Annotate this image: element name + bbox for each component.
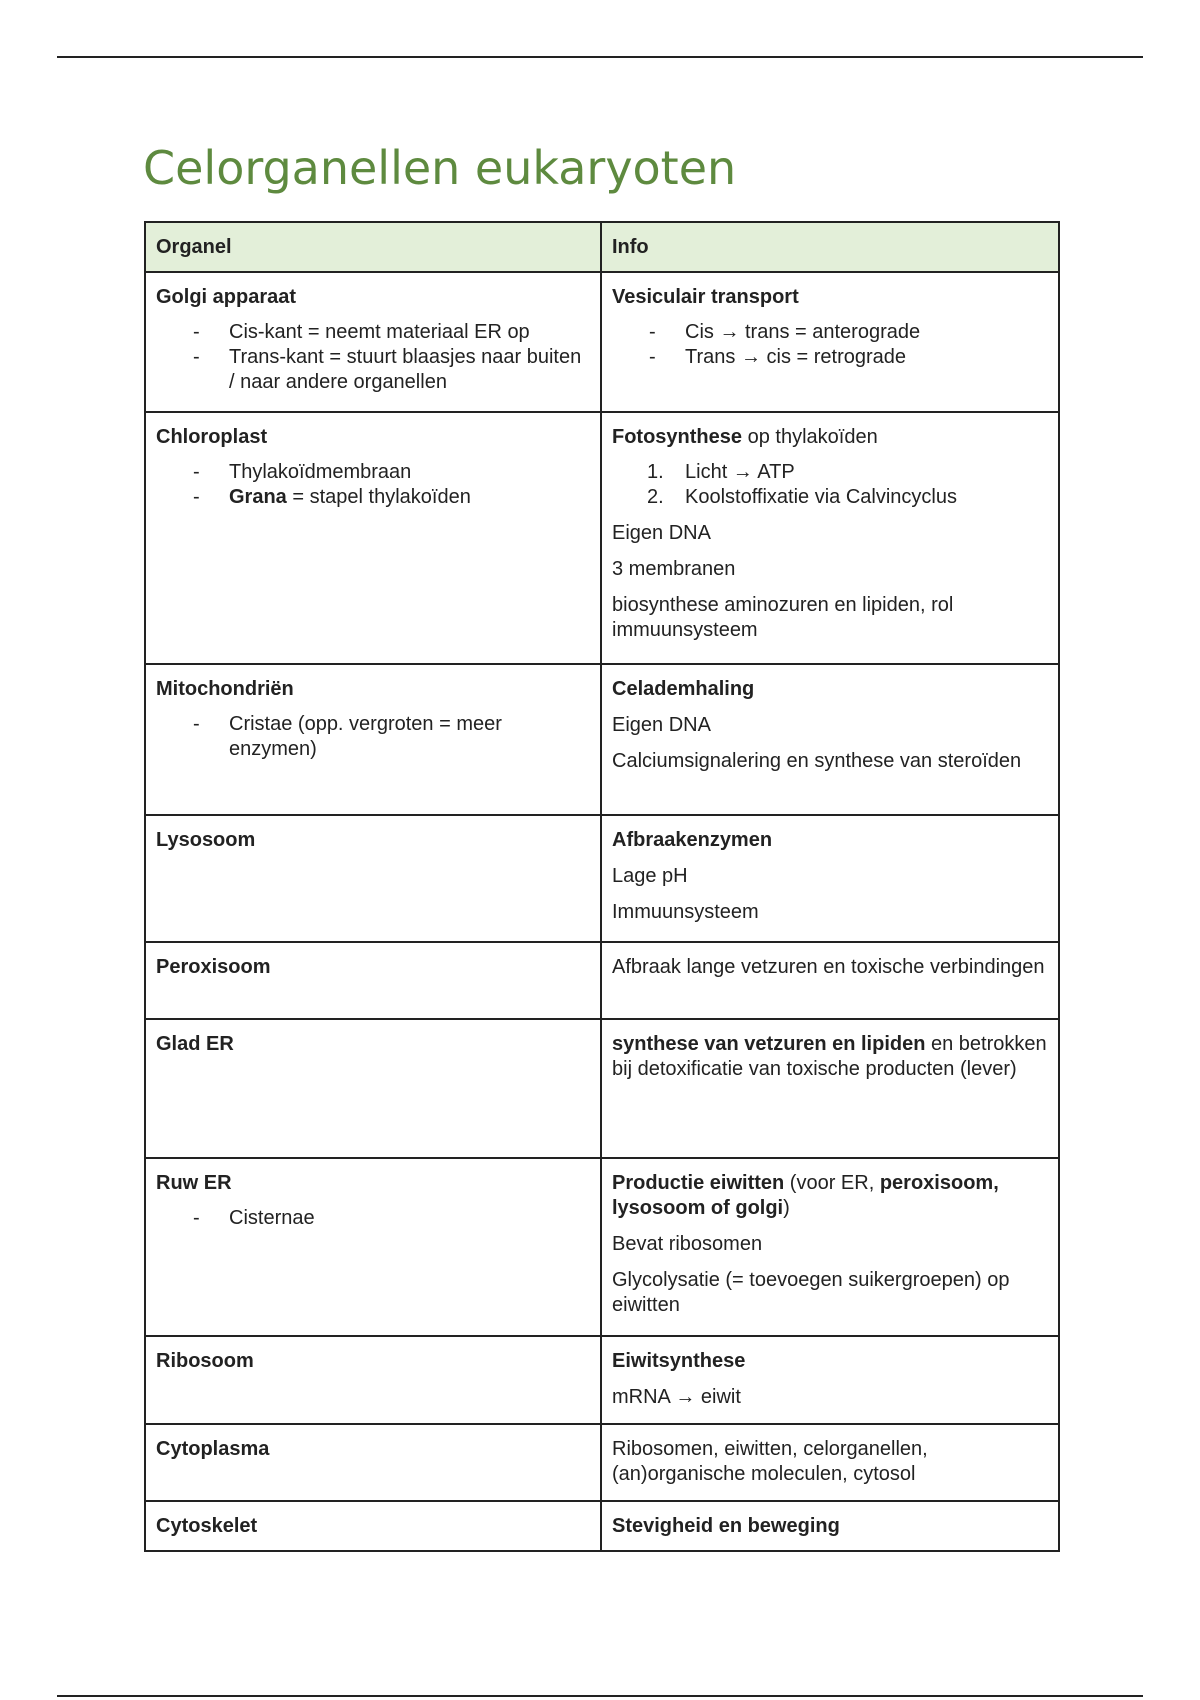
top-rule xyxy=(57,56,1143,58)
list-text: Licht → ATP xyxy=(685,461,795,483)
info-paragraph xyxy=(612,1032,1049,1082)
info-rest: en betrokken bij detoxificatie van toxische producten (lever) xyxy=(612,1033,1047,1080)
organel-name: Chloroplast xyxy=(156,426,268,448)
bold-term: Grana xyxy=(229,486,287,508)
list-item: - Cis → trans = anterograde xyxy=(612,320,1049,345)
list-item xyxy=(612,460,1049,485)
organel-name: Cytoskelet xyxy=(156,1515,258,1537)
list-number: 1. xyxy=(647,461,664,483)
bullet-list xyxy=(612,320,1049,370)
list-item: - Trans → cis = retrograde xyxy=(612,345,1049,370)
info-paragraph: Calciumsignalering en synthese van steroïden xyxy=(612,750,1022,772)
info-rest: op thylakoïden xyxy=(742,426,878,448)
organel-cell xyxy=(145,815,601,942)
info-line xyxy=(612,425,1049,450)
organel-cell xyxy=(145,942,601,1019)
info-cell xyxy=(601,1158,1059,1336)
info-cell xyxy=(601,942,1059,1019)
organel-cell xyxy=(145,272,601,412)
organel-cell xyxy=(145,1019,601,1158)
info-cell xyxy=(601,272,1059,412)
list-number: 2. xyxy=(647,486,664,508)
list-item: - Thylakoïdmembraan xyxy=(156,460,591,485)
bold-term: synthese van vetzuren en lipiden xyxy=(612,1033,926,1055)
header-organel: Organel xyxy=(145,222,601,272)
header-info: Info xyxy=(601,222,1059,272)
info-paragraph: mRNA → eiwit xyxy=(612,1386,741,1408)
organel-name: Glad ER xyxy=(156,1033,234,1055)
list-text: Koolstoffixatie via Calvincyclus xyxy=(685,486,957,508)
info-paragraph: Afbraak lange vetzuren en toxische verbindingen xyxy=(612,956,1045,978)
info-cell xyxy=(601,1019,1059,1158)
info-title: Fotosynthese xyxy=(612,426,743,448)
info-title: Celademhaling xyxy=(612,678,755,700)
table-row-mitochondrien xyxy=(145,664,1059,815)
organel-name: Ribosoom xyxy=(156,1350,254,1372)
info-paragraph: 3 membranen xyxy=(612,558,736,580)
bullet-list xyxy=(156,1206,591,1231)
list-item xyxy=(612,485,1049,510)
table-row-chloroplast xyxy=(145,412,1059,664)
info-paragraph: Eigen DNA xyxy=(612,714,711,736)
page-title: Celorganellen eukaryoten xyxy=(143,141,737,195)
organel-cell xyxy=(145,1424,601,1501)
info-cell xyxy=(601,815,1059,942)
table-row-cytoplasma xyxy=(145,1424,1059,1501)
bullet-list xyxy=(156,460,591,510)
list-item: - Cristae (opp. vergroten = meer enzymen) xyxy=(156,712,591,762)
info-cell xyxy=(601,664,1059,815)
organel-cell xyxy=(145,1336,601,1424)
list-item xyxy=(156,485,591,510)
info-paragraph: Bevat ribosomen xyxy=(612,1233,763,1255)
info-title: Stevigheid en beweging xyxy=(612,1515,840,1537)
table-row-peroxisoom xyxy=(145,942,1059,1019)
term-definition: = stapel thylakoïden xyxy=(286,486,471,508)
info-cell xyxy=(601,1424,1059,1501)
organel-name: Mitochondriën xyxy=(156,678,294,700)
info-paragraph: Immuunsysteem xyxy=(612,901,759,923)
table-row-glad-er xyxy=(145,1019,1059,1158)
list-item: - Trans-kant = stuurt blaasjes naar buiten / naar andere organellen xyxy=(156,345,591,395)
info-cell xyxy=(601,412,1059,664)
bold-term: peroxisoom, lysosoom of golgi xyxy=(612,1172,999,1219)
info-rest: (voor ER, xyxy=(784,1172,880,1194)
bullet-list xyxy=(156,712,591,762)
info-title: Afbraakenzymen xyxy=(612,829,773,851)
organelles-table xyxy=(144,221,1060,1552)
info-paragraph: biosynthese aminozuren en lipiden, rol immuunsysteem xyxy=(612,594,954,641)
table-row-ribosoom xyxy=(145,1336,1059,1424)
info-cell xyxy=(601,1336,1059,1424)
organel-cell xyxy=(145,664,601,815)
info-paragraph: Glycolysatie (= toevoegen suikergroepen) op eiwitten xyxy=(612,1269,1010,1316)
organel-name: Golgi apparaat xyxy=(156,286,297,308)
list-item: - Cisternae xyxy=(156,1206,591,1231)
info-cell xyxy=(601,1501,1059,1551)
organel-name: Ruw ER xyxy=(156,1172,232,1194)
info-title: Eiwitsynthese xyxy=(612,1350,746,1372)
organel-name: Lysosoom xyxy=(156,829,256,851)
bullet-list xyxy=(156,320,591,395)
organel-name: Cytoplasma xyxy=(156,1438,270,1460)
header-row xyxy=(145,222,1059,272)
organel-cell xyxy=(145,412,601,664)
bottom-rule xyxy=(57,1695,1143,1697)
info-title: Productie eiwitten xyxy=(612,1172,785,1194)
numbered-list xyxy=(612,460,1049,510)
table-header xyxy=(145,222,1059,272)
list-item: - Cis-kant = neemt materiaal ER op xyxy=(156,320,591,345)
info-paragraph: Eigen DNA xyxy=(612,522,711,544)
info-line xyxy=(612,1171,1049,1221)
table-row-lysosoom xyxy=(145,815,1059,942)
info-paragraph: Ribosomen, eiwitten, celorganellen, (an)organische moleculen, cytosol xyxy=(612,1438,928,1485)
table-row-cytoskelet xyxy=(145,1501,1059,1551)
info-rest: ) xyxy=(783,1197,790,1219)
organel-cell xyxy=(145,1158,601,1336)
table-row-golgi xyxy=(145,272,1059,412)
info-paragraph: Lage pH xyxy=(612,865,688,887)
info-title: Vesiculair transport xyxy=(612,286,799,308)
organel-name: Peroxisoom xyxy=(156,956,271,978)
table-row-ruw-er xyxy=(145,1158,1059,1336)
organel-cell xyxy=(145,1501,601,1551)
